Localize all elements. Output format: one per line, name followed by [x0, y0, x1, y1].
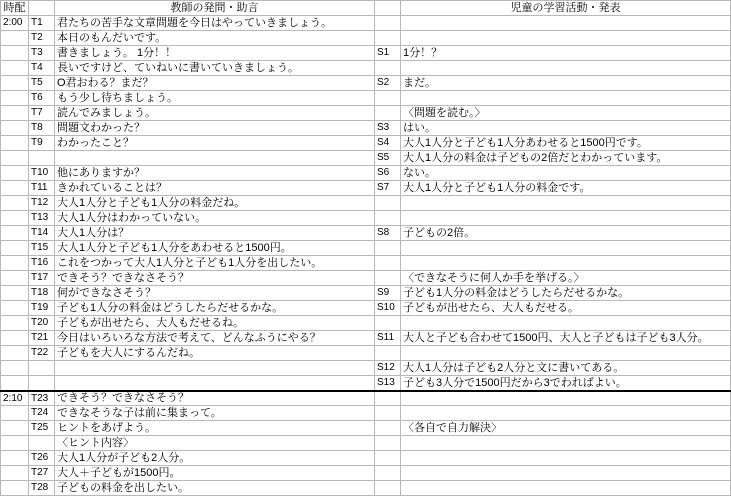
cell-student-id: S1: [375, 46, 401, 61]
table-row: [1, 256, 731, 271]
cell-teacher-id: T23: [29, 391, 55, 406]
cell-student-id: S13: [375, 376, 401, 391]
cell-teacher-id: T24: [29, 406, 55, 421]
cell-student-utterance: [401, 16, 731, 31]
cell-student-utterance: 大人1人分と子ども1人分あわせると1500円です。: [401, 136, 731, 151]
cell-student-id: [375, 346, 401, 361]
cell-time: [1, 211, 29, 226]
cell-time: [1, 76, 29, 91]
cell-student-utterance: [401, 31, 731, 46]
cell-student-id: S9: [375, 286, 401, 301]
cell-teacher-id: T20: [29, 316, 55, 331]
table-row: [1, 211, 731, 226]
cell-student-utterance: 子ども1人分の料金はどうしたらだせるかな。: [401, 286, 731, 301]
cell-teacher-utterance: [55, 151, 375, 166]
cell-time: [1, 256, 29, 271]
table-row: [1, 151, 731, 166]
cell-student-utterance: [401, 406, 731, 421]
table-row: [1, 16, 731, 31]
cell-student-utterance: 大人と子ども合わせて1500円、大人と子どもは子ども3人分。: [401, 331, 731, 346]
cell-teacher-utterance: 子どもが出せたら、大人もだせるね。: [55, 316, 375, 331]
cell-time: [1, 406, 29, 421]
cell-student-id: [375, 421, 401, 436]
cell-student-id: [375, 436, 401, 451]
table-row: [1, 121, 731, 136]
cell-teacher-id: T26: [29, 451, 55, 466]
cell-teacher-utterance: 読んでみましょう。: [55, 106, 375, 121]
cell-student-id: [375, 256, 401, 271]
table-row: [1, 421, 731, 436]
column-header-teacher: 教師の発問・助言: [55, 1, 375, 16]
cell-student-utterance: [401, 391, 731, 406]
cell-time: [1, 286, 29, 301]
cell-teacher-utterance: 大人1人分と子ども1人分の料金だね。: [55, 196, 375, 211]
cell-time: [1, 466, 29, 481]
table-row: [1, 316, 731, 331]
cell-time: 2:10: [1, 391, 29, 406]
table-row: [1, 331, 731, 346]
cell-teacher-id: T27: [29, 466, 55, 481]
cell-student-id: S5: [375, 151, 401, 166]
cell-student-utterance: 〈各自で自力解決〉: [401, 421, 731, 436]
table-row: [1, 301, 731, 316]
cell-teacher-utterance: 子どもの料金を出したい。: [55, 481, 375, 496]
cell-time: [1, 91, 29, 106]
header-row: [1, 1, 731, 16]
table-row: [1, 61, 731, 76]
cell-time: [1, 481, 29, 496]
cell-teacher-utterance: 問題文わかった？: [55, 121, 375, 136]
table-row: [1, 181, 731, 196]
cell-student-id: S8: [375, 226, 401, 241]
cell-teacher-utterance: わかったこと？: [55, 136, 375, 151]
cell-time: [1, 106, 29, 121]
cell-teacher-utterance: [55, 361, 375, 376]
cell-student-id: [375, 316, 401, 331]
cell-time: [1, 196, 29, 211]
table-row: [1, 76, 731, 91]
table-row: [1, 466, 731, 481]
cell-student-utterance: 〈問題を読む。〉: [401, 106, 731, 121]
cell-teacher-id: T21: [29, 331, 55, 346]
cell-student-id: [375, 481, 401, 496]
cell-teacher-id: T10: [29, 166, 55, 181]
column-header-student: 児童の学習活動・発表: [401, 1, 731, 16]
cell-teacher-id: T4: [29, 61, 55, 76]
cell-teacher-utterance: 書きましょう。 1分！！: [55, 46, 375, 61]
cell-teacher-utterance: もう少し待ちましょう。: [55, 91, 375, 106]
cell-student-id: [375, 106, 401, 121]
cell-teacher-id: T3: [29, 46, 55, 61]
table-body: [1, 16, 731, 496]
cell-teacher-utterance: O君おわる？まだ？: [55, 76, 375, 91]
cell-teacher-id: T19: [29, 301, 55, 316]
table-row: [1, 406, 731, 421]
cell-student-id: [375, 211, 401, 226]
cell-student-utterance: [401, 466, 731, 481]
cell-student-id: [375, 391, 401, 406]
cell-teacher-id: T28: [29, 481, 55, 496]
cell-teacher-utterance: 大人1人分は？: [55, 226, 375, 241]
cell-student-utterance: 1分！？: [401, 46, 731, 61]
table-row: [1, 91, 731, 106]
cell-student-id: [375, 91, 401, 106]
table-row: [1, 391, 731, 406]
cell-student-utterance: [401, 451, 731, 466]
cell-student-id: S6: [375, 166, 401, 181]
cell-teacher-utterance: 大人1人分はわかっていない。: [55, 211, 375, 226]
table-row: [1, 241, 731, 256]
cell-teacher-id: T9: [29, 136, 55, 151]
cell-student-utterance: 大人1人分の料金は子どもの2倍だとわかっています。: [401, 151, 731, 166]
table-row: [1, 31, 731, 46]
cell-teacher-utterance: 〈ヒント内容〉: [55, 436, 375, 451]
cell-student-utterance: [401, 481, 731, 496]
cell-student-id: [375, 271, 401, 286]
table-row: [1, 46, 731, 61]
cell-time: [1, 181, 29, 196]
cell-student-utterance: [401, 316, 731, 331]
cell-time: [1, 346, 29, 361]
cell-student-utterance: 子ども3人分で1500円だから3でわればよい。: [401, 376, 731, 391]
cell-time: 2:00: [1, 16, 29, 31]
cell-teacher-id: T18: [29, 286, 55, 301]
cell-student-id: S10: [375, 301, 401, 316]
cell-student-utterance: 大人1人分と子ども1人分の料金です。: [401, 181, 731, 196]
cell-student-utterance: 子どもが出せたら、大人もだせる。: [401, 301, 731, 316]
cell-time: [1, 436, 29, 451]
cell-student-id: [375, 196, 401, 211]
table-row: [1, 346, 731, 361]
cell-student-id: [375, 466, 401, 481]
table-row: [1, 136, 731, 151]
table-row: [1, 226, 731, 241]
cell-student-utterance: [401, 196, 731, 211]
cell-student-id: S12: [375, 361, 401, 376]
table-header: [1, 1, 731, 16]
cell-student-utterance: [401, 241, 731, 256]
cell-time: [1, 226, 29, 241]
cell-teacher-id: T13: [29, 211, 55, 226]
cell-time: [1, 31, 29, 46]
cell-teacher-utterance: きかれていることは？: [55, 181, 375, 196]
cell-student-utterance: 大人1人分は子ども2人分と文に書いてある。: [401, 361, 731, 376]
table-row: [1, 481, 731, 496]
cell-teacher-id: T17: [29, 271, 55, 286]
cell-student-utterance: 〈できなそうに何人か手を挙げる。〉: [401, 271, 731, 286]
table-row: [1, 361, 731, 376]
cell-time: [1, 166, 29, 181]
cell-student-id: [375, 451, 401, 466]
cell-time: [1, 271, 29, 286]
cell-teacher-utterance: 大人＋子どもが1500円。: [55, 466, 375, 481]
cell-teacher-id: T8: [29, 121, 55, 136]
cell-teacher-id: T5: [29, 76, 55, 91]
table-row: [1, 376, 731, 391]
table-row: [1, 451, 731, 466]
cell-teacher-id: T16: [29, 256, 55, 271]
cell-teacher-utterance: できなそうな子は前に集まって。: [55, 406, 375, 421]
cell-teacher-id: [29, 151, 55, 166]
cell-student-id: [375, 406, 401, 421]
cell-teacher-id: [29, 376, 55, 391]
column-header-time: 時配: [1, 1, 29, 16]
cell-teacher-utterance: これをつかって大人1人分と子ども1人分を出したい。: [55, 256, 375, 271]
cell-teacher-id: T25: [29, 421, 55, 436]
cell-teacher-id: T14: [29, 226, 55, 241]
cell-student-utterance: [401, 256, 731, 271]
cell-time: [1, 121, 29, 136]
cell-teacher-utterance: 大人1人分が子ども2人分。: [55, 451, 375, 466]
cell-student-id: S11: [375, 331, 401, 346]
cell-student-id: S7: [375, 181, 401, 196]
cell-teacher-utterance: 他にありますか？: [55, 166, 375, 181]
cell-student-id: [375, 16, 401, 31]
table-row: [1, 106, 731, 121]
cell-time: [1, 451, 29, 466]
cell-teacher-utterance: 子ども1人分の料金はどうしたらだせるかな。: [55, 301, 375, 316]
cell-teacher-utterance: できそう？できなさそう？: [55, 391, 375, 406]
table-row: [1, 436, 731, 451]
cell-student-utterance: [401, 91, 731, 106]
column-header-teacher-id: [29, 1, 55, 16]
cell-teacher-utterance: 何ができなさそう？: [55, 286, 375, 301]
cell-time: [1, 46, 29, 61]
cell-teacher-id: T12: [29, 196, 55, 211]
cell-student-id: [375, 31, 401, 46]
cell-time: [1, 376, 29, 391]
cell-teacher-id: T2: [29, 31, 55, 46]
cell-teacher-id: T1: [29, 16, 55, 31]
cell-time: [1, 301, 29, 316]
cell-teacher-utterance: 君たちの苦手な文章問題を今日はやっていきましょう。: [55, 16, 375, 31]
cell-student-utterance: [401, 211, 731, 226]
cell-teacher-id: [29, 436, 55, 451]
cell-student-utterance: ない。: [401, 166, 731, 181]
cell-teacher-utterance: ヒントをあげよう。: [55, 421, 375, 436]
cell-student-id: [375, 241, 401, 256]
cell-student-utterance: [401, 61, 731, 76]
cell-time: [1, 331, 29, 346]
column-header-student-id: [375, 1, 401, 16]
table-row: [1, 196, 731, 211]
cell-time: [1, 136, 29, 151]
cell-teacher-utterance: [55, 376, 375, 391]
cell-teacher-id: T7: [29, 106, 55, 121]
cell-student-id: [375, 61, 401, 76]
cell-teacher-id: [29, 361, 55, 376]
cell-teacher-utterance: 本日のもんだいです。: [55, 31, 375, 46]
cell-teacher-id: T15: [29, 241, 55, 256]
cell-student-utterance: はい。: [401, 121, 731, 136]
cell-time: [1, 316, 29, 331]
cell-student-id: S2: [375, 76, 401, 91]
cell-teacher-id: T22: [29, 346, 55, 361]
cell-teacher-utterance: 子どもを大人にするんだね。: [55, 346, 375, 361]
cell-student-utterance: 子どもの2倍。: [401, 226, 731, 241]
cell-student-id: S3: [375, 121, 401, 136]
cell-teacher-id: T11: [29, 181, 55, 196]
cell-teacher-utterance: 長いですけど、ていねいに書いていきましょう。: [55, 61, 375, 76]
table-row: [1, 271, 731, 286]
cell-teacher-utterance: 大人1人分と子ども1人分をあわせると1500円。: [55, 241, 375, 256]
cell-student-utterance: [401, 436, 731, 451]
table-row: [1, 166, 731, 181]
cell-student-id: S4: [375, 136, 401, 151]
cell-time: [1, 241, 29, 256]
cell-time: [1, 361, 29, 376]
cell-student-utterance: まだ。: [401, 76, 731, 91]
cell-time: [1, 61, 29, 76]
cell-teacher-id: T6: [29, 91, 55, 106]
cell-student-utterance: [401, 346, 731, 361]
cell-time: [1, 151, 29, 166]
cell-teacher-utterance: 今日はいろいろな方法で考えて、どんなふうにやる？: [55, 331, 375, 346]
cell-teacher-utterance: できそう？できなさそう？: [55, 271, 375, 286]
table-row: [1, 286, 731, 301]
cell-time: [1, 421, 29, 436]
